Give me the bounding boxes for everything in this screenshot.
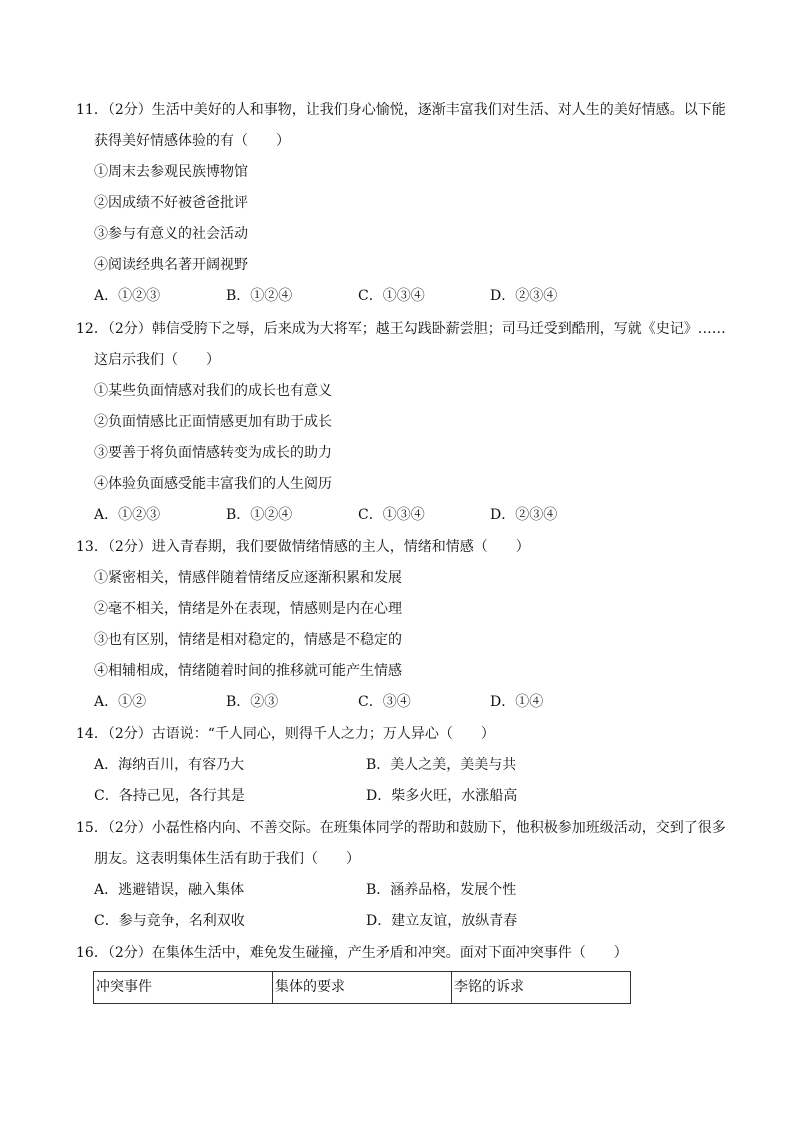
statement-option: ②毫不相关，情绪是外在表现，情感则是内在心理: [94, 601, 402, 617]
question-13: [76, 532, 726, 718]
statement-option: ②因成绩不好被爸爸批评: [94, 195, 248, 211]
answer-choices: [76, 750, 726, 812]
answer-choices: [76, 875, 726, 937]
question-stem-continued: 获得美好情感体验的有（ ）: [94, 133, 290, 149]
question-14: [76, 719, 726, 812]
statement-option: ③也有区别，情绪是相对稳定的，情感是不稳定的: [94, 632, 402, 648]
statement-option: ②负面情感比正面情感更加有助于成长: [94, 414, 332, 430]
choice-a[interactable]: A．①②: [94, 694, 147, 710]
statement-option: ④体验负面感受能丰富我们的人生阅历: [94, 476, 332, 492]
choice-a[interactable]: A．海纳百川，有容乃大: [94, 757, 245, 773]
choice-c[interactable]: C．①③④: [358, 507, 425, 523]
question-16: [76, 938, 726, 1004]
statement-option: ③参与有意义的社会活动: [94, 226, 248, 242]
question-stem-continued: 这启示我们（ ）: [94, 352, 220, 368]
choice-d[interactable]: D．①④: [490, 694, 544, 710]
choice-a[interactable]: A．逃避错误，融入集体: [94, 882, 245, 898]
choice-d[interactable]: D．柴多火旺，水涨船高: [366, 788, 518, 804]
table-header-cell: 冲突事件: [94, 972, 273, 1004]
statement-option: ④阅读经典名著开阔视野: [94, 257, 248, 273]
choice-b[interactable]: B．涵养品格，发展个性: [366, 882, 517, 898]
statement-option: ①某些负面情感对我们的成长也有意义: [94, 383, 332, 399]
choice-a[interactable]: A．①②③: [94, 288, 161, 304]
question-stem: 15．（2分）小磊性格内向、不善交际。在班集体同学的帮助和鼓励下，他积极参加班级活动，交到了很多: [76, 820, 726, 836]
choice-c[interactable]: C．参与竞争，名利双收: [94, 913, 245, 929]
statement-option: ③要善于将负面情感转变为成长的助力: [94, 445, 332, 461]
question-15: [76, 813, 726, 937]
conflict-table: [93, 971, 631, 1004]
table-header-row: [94, 972, 631, 1004]
statement-option: ①周末去参观民族博物馆: [94, 164, 248, 180]
question-stem-continued: 朋友。这表明集体生活有助于我们（ ）: [94, 851, 360, 867]
choice-c[interactable]: C．各持己见，各行其是: [94, 788, 245, 804]
question-stem: 16．（2分）在集体生活中，难免发生碰撞，产生矛盾和冲突。面对下面冲突事件（ ）: [76, 945, 628, 961]
choice-b[interactable]: B．①②④: [226, 288, 293, 304]
statement-option: ④相辅相成，情绪随着时间的推移就可能产生情感: [94, 663, 402, 679]
question-stem: 13．（2分）进入青春期，我们要做情绪情感的主人，情绪和情感（ ）: [76, 539, 530, 555]
choice-b[interactable]: B．美人之美，美美与共: [366, 757, 517, 773]
question-stem: 11．（2分）生活中美好的人和事物，让我们身心愉悦，逐渐丰富我们对生活、对人生的美好情感。以下能: [76, 102, 726, 118]
table-header-cell: 集体的要求: [273, 972, 452, 1004]
choice-b[interactable]: B．②③: [226, 694, 279, 710]
choice-c[interactable]: C．①③④: [358, 288, 425, 304]
statement-option: ①紧密相关，情感伴随着情绪反应逐渐积累和发展: [94, 570, 402, 586]
question-11: [76, 95, 726, 312]
choice-d[interactable]: D．②③④: [490, 288, 558, 304]
answer-choices: [76, 500, 726, 531]
choice-d[interactable]: D．建立友谊，放纵青春: [366, 913, 518, 929]
question-12: [76, 314, 726, 531]
question-stem: 14．（2分）古语说：“千人同心，则得千人之力；万人异心（ ）: [76, 726, 495, 742]
answer-choices: [76, 281, 726, 312]
choice-b[interactable]: B．①②④: [226, 507, 293, 523]
choice-d[interactable]: D．②③④: [490, 507, 558, 523]
answer-choices: [76, 687, 726, 718]
table-header-cell: 李铭的诉求: [452, 972, 631, 1004]
choice-a[interactable]: A．①②③: [94, 507, 161, 523]
choice-c[interactable]: C．③④: [358, 694, 411, 710]
question-stem: 12．（2分）韩信受胯下之辱，后来成为大将军；越王勾践卧薪尝胆；司马迁受到酷刑，写就《史记》……: [76, 321, 726, 337]
